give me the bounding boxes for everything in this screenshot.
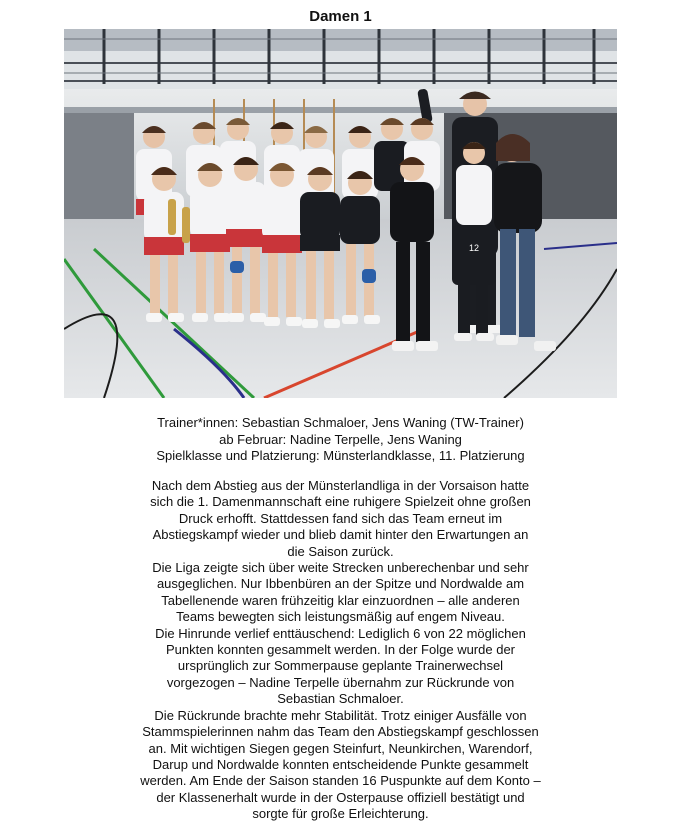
text-line: Tabellenende waren frühzeitig klar einzuordnen – alle anderen — [161, 592, 520, 608]
meta-trainers: Trainer*innen: Sebastian Schmaloer, Jens Waning (TW-Trainer) — [157, 415, 524, 430]
text-line: Druck erhofft. Stattdessen fand sich das Team erneut im — [178, 510, 503, 526]
text-line: Stammspielerinnen nahm das Team den Abstiegskampf geschlossen — [142, 724, 539, 740]
text-line: ursprünglich zur Sommerpause geplante Trainerwechsel — [177, 658, 504, 674]
page-title: Damen 1 — [309, 8, 372, 25]
season-report — [0, 478, 681, 823]
text-line: Nach dem Abstieg aus der Münsterlandliga in der Vorsaison hatte — [151, 478, 530, 493]
text-line: der Klassenerhalt wurde in der Osterpause offiziell bestätigt und — [156, 789, 525, 805]
text-line: an. Mit wichtigen Siegen gegen Steinfurt, Neunkirchen, Warendorf, — [148, 740, 533, 756]
text-line: Die Liga zeigte sich über weite Strecken unberechenbar und sehr — [152, 560, 529, 576]
team-photo — [64, 29, 617, 398]
text-line: Punkten konnten gesammelt werden. In der Folge wurde der — [165, 642, 516, 658]
text-line: Teams bewegten sich leistungsmäßig auf engem Niveau. — [176, 609, 505, 625]
paragraph — [0, 708, 681, 823]
text-line: die Saison zurück. — [287, 543, 394, 559]
text-line: ausgeglichen. Nur Ibbenbüren an der Spitze und Nordwalde am — [156, 576, 525, 592]
text-line: Sebastian Schmaloer. — [277, 691, 404, 707]
text-line: Die Rückrunde brachte mehr Stabilität. Trotz einiger Ausfälle von — [154, 707, 527, 723]
jersey-number: 12 — [468, 243, 480, 253]
paragraph — [0, 626, 681, 708]
meta-from-february: ab Februar: Nadine Terpelle, Jens Waning — [219, 431, 462, 447]
text-line: werden. Am Ende der Saison standen 16 Puspunkte auf dem Konto – — [140, 773, 541, 789]
text-line: Die Hinrunde verlief enttäuschend: Lediglich 6 von 22 möglichen — [155, 625, 526, 641]
text-line: Darup und Nordwalde konnten entscheidende Punkte gesammelt — [152, 756, 529, 772]
meta-league-placement: Spielklasse und Platzierung: Münsterlandklasse, 11. Platzierung — [156, 448, 525, 463]
text-line: sorgte für große Erleichterung. — [252, 806, 429, 822]
team-meta — [0, 415, 681, 465]
text-line: sich die 1. Damenmannschaft eine ruhigere Spielzeit ohne großen — [150, 494, 531, 510]
text-line: Abstiegskampf wieder und blieb damit hinter den Erwartungen an — [152, 527, 529, 543]
text-line: vorgezogen – Nadine Terpelle übernahm zur Rückrunde von — [166, 674, 515, 690]
paragraph — [0, 560, 681, 626]
paragraph — [0, 478, 681, 560]
